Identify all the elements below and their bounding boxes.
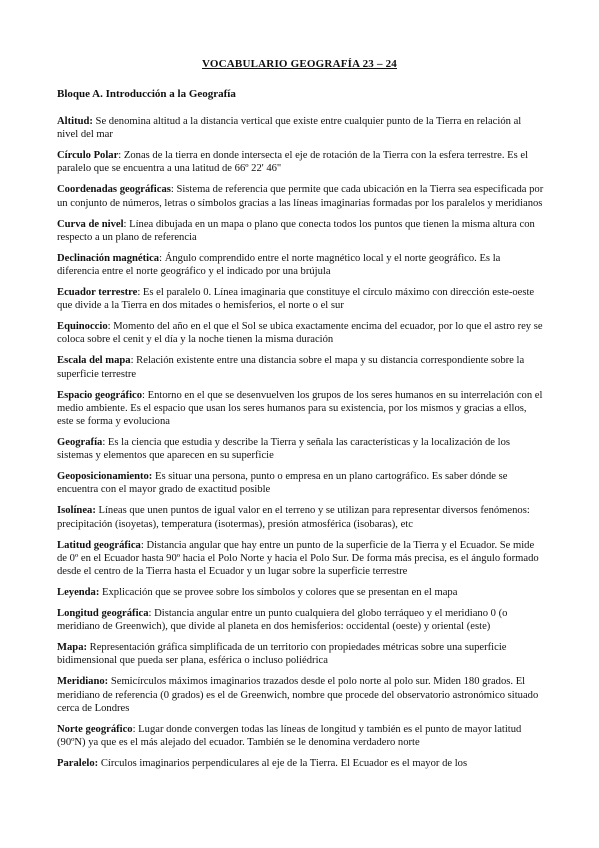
- glossary-definition: : Sistema de referencia que permite que cada ubicación en la Tierra sea especificada por un conjunto de números, letras o símbolos gracias a las líneas imaginarias formadas por los paralelos y meridianos: [57, 184, 544, 209]
- glossary-definition: : Distancia angular que hay entre un punto de la superficie de la Tierra y el Ecuador. Se mide de 0º en el Ecuador hasta 90º hacia el Polo Norte y hacia el Polo Sur. De forma más precisa, es el ángulo formado desde el centro de la Tierra hasta el Ecuador y un lugar sobre la superficie terrestre: [57, 539, 539, 578]
- glossary-entry: [57, 115, 545, 142]
- glossary-entry: [57, 607, 545, 634]
- glossary-entry: [57, 252, 545, 279]
- glossary-definition: : Ángulo comprendido entre el norte magnético local y el norte geográfico. Es la diferencia entre el norte geográfico y el indicado por una brújula: [57, 252, 501, 278]
- glossary-term: Paralelo:: [57, 757, 99, 769]
- glossary-definition: : Es el paralelo 0. Línea imaginaria que constituye el círculo máximo con dirección este-oeste que divide a la Tierra en dos mitades o hemisferios, el norte o el sur: [57, 286, 535, 312]
- glossary-entry: [57, 218, 545, 245]
- glossary-definition: : Zonas de la tierra en donde intersecta el eje de rotación de la Tierra con la esfera terrestre. Es el paralelo que se encuentra a una latitud de 66º 22' 46": [57, 150, 529, 175]
- glossary-term: Isolínea:: [57, 505, 96, 517]
- glossary-definition: : Relación existente entre una distancia sobre el mapa y su distancia correspondiente sobre la superficie terrestre: [57, 355, 525, 380]
- glossary-term: Declinación magnética: [57, 252, 160, 264]
- glossary-entry: [57, 539, 545, 579]
- glossary-entry: [57, 389, 545, 429]
- glossary-entry: [57, 286, 545, 313]
- glossary-entry: [57, 641, 545, 668]
- glossary-term: Curva de nivel: [57, 218, 124, 230]
- glossary-definition: : Línea dibujada en un mapa o plano que conecta todos los puntos que tienen la misma altura con respecto a un plano de referencia: [57, 218, 535, 243]
- glossary-term: Longitud geográfica: [57, 607, 149, 619]
- glossary-definition: : Entorno en el que se desenvuelven los grupos de los seres humanos en su interrelación con el medio ambiente. Es el espacio que usan los seres humanos para su existencia, por los mismos y gracias a ellos, este se forma y evoluciona: [57, 389, 543, 428]
- glossary-term: Espacio geográfico: [57, 389, 143, 401]
- glossary-entry: [57, 757, 545, 770]
- glossary-term: Geografía: [57, 436, 103, 448]
- glossary-entry: [57, 436, 545, 463]
- glossary-entry: [57, 470, 545, 497]
- glossary-definition: Explicación que se provee sobre los símbolos y colores que se presentan en el mapa: [99, 587, 458, 599]
- glossary-entry: [57, 504, 545, 531]
- glossary-definition: Es situar una persona, punto o empresa en un plano cartográfico. Es saber dónde se encuentra con el mayor grado de exactitud posible: [57, 471, 508, 496]
- glossary-term: Geoposicionamiento:: [57, 471, 153, 483]
- glossary-term: Mapa:: [57, 642, 88, 654]
- document-title: VOCABULARIO GEOGRAFÍA 23 – 24: [201, 58, 398, 70]
- glossary-term: Coordenadas geográficas: [57, 184, 171, 196]
- glossary-entry: [57, 320, 545, 347]
- glossary-entry: [57, 586, 545, 599]
- glossary-entry: [57, 183, 545, 210]
- glossary-term: Altitud:: [57, 116, 93, 127]
- section-title: Bloque A. Introducción a la Geografía: [57, 88, 236, 100]
- glossary-term: Meridiano:: [57, 676, 109, 688]
- glossary-entry: [57, 354, 545, 381]
- glossary-definition: Círculos imaginarios perpendiculares al eje de la Tierra. El Ecuador es el mayor de los: [98, 757, 468, 769]
- glossary-term: Latitud geográfica: [57, 539, 141, 551]
- glossary-term: Equinoccio: [57, 321, 108, 333]
- glossary-term: Leyenda:: [57, 587, 100, 599]
- glossary-term: Escala del mapa: [57, 355, 131, 367]
- glossary-definition: : Momento del año en el que el Sol se ubica exactamente encima del ecuador, por lo que el astro rey se coloca sobre el cenit y el día y la noche tienen la misma duración: [57, 321, 543, 346]
- glossary-definition: Semicírculos máximos imaginarios trazados desde el polo norte al polo sur. Miden 180 grados. El meridiano de referencia (0 grados) es el de Greenwich, nombre que procede del observatorio astronómico situado cerca de Londres: [57, 676, 539, 714]
- glossary-definition: : Es la ciencia que estudia y describe la Tierra y señala las características y la localización de los sistemas y elementos que aparecen en su superficie: [57, 436, 511, 462]
- glossary-term: Norte geográfico: [57, 723, 133, 735]
- glossary-entry: [57, 723, 545, 750]
- glossary-definition: Líneas que unen puntos de igual valor en el terreno y se utilizan para representar diversos fenómenos: precipitación (isoyetas), temperatura (isotermas), presión atmosférica (isobaras), etc: [57, 505, 530, 530]
- glossary-definition: : Distancia angular entre un punto cualquiera del globo terráqueo y el meridiano 0 (o meridiano de Greenwich), que divide al planeta en dos hemisferios: occidental (oeste) y oriental (este): [57, 607, 508, 633]
- glossary-definition: Representación gráfica simplificada de un territorio con propiedades métricas sobre una superficie bidimensional que pueda ser plana, esférica o incluso poliédrica: [57, 642, 507, 667]
- glossary-definition: : Lugar donde convergen todas las líneas de longitud y también es el punto de mayor latitud (90ºN) ya que es el más alejado del ecuador. También se le denomina verdadero norte: [57, 723, 522, 749]
- glossary-definition: Se denomina altitud a la distancia vertical que existe entre cualquier punto de la Tierra en relación al nivel del mar: [57, 116, 522, 141]
- glossary-entry: [57, 149, 545, 176]
- glossary-term: Círculo Polar: [57, 150, 119, 162]
- glossary-entry: [57, 675, 545, 715]
- glossary-list: [57, 115, 545, 778]
- glossary-term: Ecuador terrestre: [57, 286, 138, 298]
